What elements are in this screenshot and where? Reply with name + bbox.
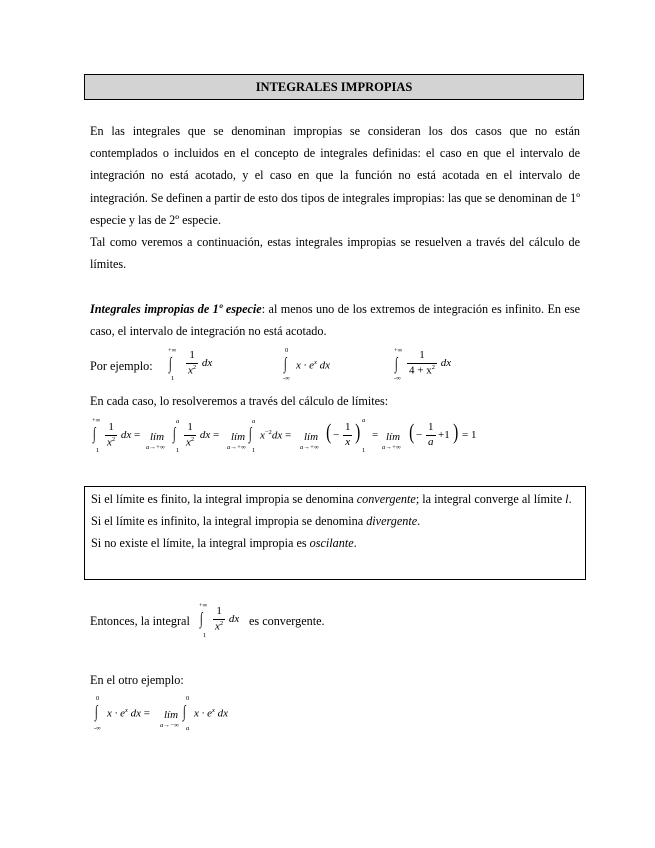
integral-sign: ∫ (168, 354, 172, 373)
conclusion-integral (199, 603, 249, 641)
integral-sign: ∫ (283, 354, 287, 373)
denominator-x: x (215, 620, 220, 633)
lower-limit: -∞ (94, 725, 101, 732)
upper-limit: +∞ (199, 602, 208, 609)
exponent: 2 (190, 435, 195, 443)
lower-limit: -∞ (394, 375, 401, 382)
definition-divergent: Si el límite es infinito, la integral impropia se denomina divergente. (91, 514, 421, 529)
equals-sign: = (284, 429, 292, 442)
intro-text-2: Tal como veremos a continuación, estas integrales impropias se resuelven a través del cálculo de límites. (90, 235, 580, 272)
integral-sign: ∫ (94, 702, 98, 721)
upper-limit: +∞ (394, 347, 403, 354)
example-integral-1 (168, 348, 228, 384)
integral-sign: ∫ (172, 424, 176, 443)
denominator-x: x (186, 436, 191, 449)
lower-limit: a (186, 725, 190, 732)
lower-limit: 1 (96, 447, 100, 454)
conclusion-post: es convergente. (249, 614, 325, 628)
exponent: x (314, 359, 317, 366)
upper-limit: a (252, 418, 256, 425)
numerator: 1 (189, 349, 195, 361)
example-integral-2 (283, 348, 353, 384)
exponent: 2 (219, 619, 224, 627)
upper-limit: +∞ (168, 347, 177, 354)
differential: dx (228, 612, 240, 625)
exponent: 2 (431, 363, 435, 371)
section-text: : al menos uno de los extremos de integración es infinito. En ese caso, el intervalo de integración no está acotado. (90, 302, 580, 339)
integrand: x · e (296, 359, 315, 372)
upper-limit: 0 (285, 347, 289, 354)
examples-label: Por ejemplo: (90, 359, 153, 373)
upper-limit: +∞ (92, 417, 101, 424)
limit-equation (90, 418, 490, 458)
intro-text-1: En las integrales que se denominan impropias se consideran los dos casos que no están contemplados o incluidos en el concepto de integrales definidas: el caso en que el intervalo de integración no está acotado, y el caso en que la función no está acotada en el intervalo de integración. Se definen a partir de esto dos tipos de integrales impropias: las que se denominan de 1º especie y las de 2º especie. (90, 124, 580, 227)
denominator-x: x (188, 364, 193, 377)
limit-subscript: a→+∞ (300, 444, 319, 451)
lower-limit: -∞ (283, 375, 290, 382)
limit-operator: lím (164, 709, 179, 721)
definition-convergent: Si el límite es finito, la integral impropia se denomina convergente; la integral converge al límite l. (91, 492, 572, 506)
differential: dx (130, 707, 142, 720)
conclusion-pre: Entonces, la integral (90, 614, 190, 628)
term-oscillating: oscilante (309, 536, 354, 551)
minus-sign: − (416, 429, 423, 441)
integrand-x: x (260, 429, 265, 442)
limit-subscript: a→+∞ (382, 444, 401, 451)
minus-sign: − (333, 429, 340, 441)
upper-limit: 0 (186, 695, 190, 702)
example-integral-3 (394, 348, 474, 384)
numerator: 1 (216, 605, 222, 617)
exponent: −2 (264, 429, 272, 436)
equals-sign: = (213, 428, 220, 441)
plus-one: +1 (438, 429, 450, 441)
denominator-x: x (345, 435, 351, 448)
equals-sign: = (143, 707, 151, 720)
exponent: 2 (192, 363, 197, 371)
differential: dx (440, 356, 452, 369)
lower-limit: 1 (203, 632, 207, 639)
section-heading: Integrales impropias de 1º especie (90, 302, 262, 316)
exponent: x (125, 707, 128, 714)
differential: dx (217, 707, 229, 720)
limit-operator: lím (231, 431, 246, 443)
eval-upper: a (362, 417, 366, 424)
result: = 1 (462, 429, 477, 441)
lower-limit: 1 (252, 447, 256, 454)
differential: dx (271, 429, 283, 442)
limit-symbol: l (565, 492, 569, 506)
numerator: 1 (428, 421, 434, 433)
left-paren: ( (326, 419, 332, 444)
term-divergent: divergente (366, 514, 418, 529)
denominator-a: a (428, 435, 434, 448)
integral-sign: ∫ (199, 609, 203, 628)
differential: dx (199, 428, 211, 441)
numerator: 1 (419, 349, 425, 361)
term-convergent: convergente (356, 492, 416, 506)
lower-limit: 1 (176, 447, 180, 454)
right-paren: ) (355, 419, 361, 444)
limit-subscript: a→−∞ (160, 722, 179, 729)
left-paren: ( (409, 419, 415, 444)
limit-subscript: a→+∞ (227, 444, 246, 451)
limit-subscript: a→+∞ (146, 444, 165, 451)
integrand: x · e (107, 707, 126, 720)
integral-sign: ∫ (394, 354, 398, 373)
eval-lower: 1 (362, 447, 366, 454)
other-example-label: En el otro ejemplo: (90, 673, 184, 687)
definition-oscillating: Si no existe el límite, la integral impropia es oscilante. (91, 536, 357, 551)
denominator: 4 + x (409, 364, 432, 377)
denominator-x: x (107, 436, 112, 449)
other-example-equation (90, 696, 250, 734)
numerator: 1 (108, 421, 114, 433)
right-paren: ) (453, 419, 459, 444)
integral-sign: ∫ (248, 424, 252, 443)
upper-limit: a (176, 418, 180, 425)
limit-operator: lím (304, 431, 319, 443)
lower-limit: 1 (171, 375, 175, 382)
page-title-text: INTEGRALES IMPROPIAS (255, 79, 413, 94)
definition-box (84, 486, 586, 580)
exponent: x (212, 707, 215, 714)
integral-sign: ∫ (182, 702, 186, 721)
integrand: x · e (194, 707, 213, 720)
intro-paragraph (90, 120, 580, 275)
integral-sign: ∫ (92, 424, 96, 443)
limit-operator: lím (150, 431, 165, 443)
upper-limit: 0 (96, 695, 100, 702)
limit-operator: lím (386, 431, 401, 443)
differential: dx (120, 428, 132, 441)
page-title (84, 74, 584, 100)
equals-sign: = (134, 428, 141, 441)
differential: dx (319, 359, 331, 372)
numerator: 1 (345, 421, 351, 433)
exponent: 2 (111, 435, 116, 443)
differential: dx (201, 356, 213, 369)
limits-lead: En cada caso, lo resolveremos a través del cálculo de límites: (90, 394, 389, 408)
equals-sign: = (372, 429, 379, 441)
numerator: 1 (187, 421, 193, 433)
section-first-kind (90, 298, 580, 342)
